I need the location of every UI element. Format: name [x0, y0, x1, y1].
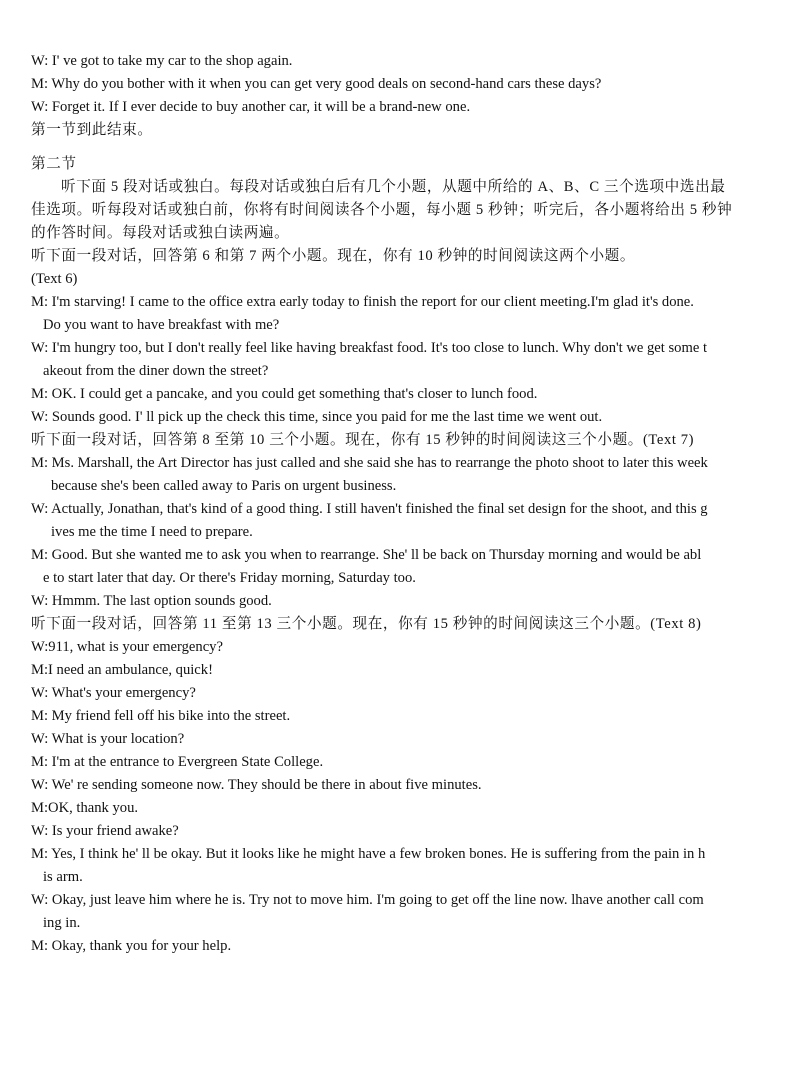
dialogue-line: M: Good. But she wanted me to ask you when to rearrange. She' ll be back on Thursday morning and would be abl: [31, 547, 702, 563]
dialogue-continuation: is arm.: [43, 869, 83, 885]
dialogue-line: W: I' ve got to take my car to the shop again.: [31, 53, 293, 69]
question-prompt: 听下面一段对话，回答第 11 至第 13 三个小题。现在，你有 15 秒钟的时间阅读这三个小题。(Text 8): [31, 616, 702, 632]
dialogue-line: W: Actually, Jonathan, that's kind of a good thing. I still haven't finished the final set design for the shoot, and this g: [31, 501, 708, 517]
dialogue-line: M: I'm at the entrance to Evergreen State College.: [31, 754, 324, 770]
dialogue-line: W: What's your emergency?: [31, 685, 196, 701]
dialogue-continuation: e to start later that day. Or there's Friday morning, Saturday too.: [43, 570, 416, 586]
dialogue-line: M:I need an ambulance, quick!: [31, 662, 213, 678]
dialogue-line: W: Okay, just leave him where he is. Try not to move him. I'm going to get off the line now. lhave another call com: [31, 892, 704, 908]
instructions-line: 听下面 5 段对话或独白。每段对话或独白后有几个小题，从题中所给的 A、B、C 三个选项中选出最: [61, 179, 726, 195]
dialogue-line: W: What is your location?: [31, 731, 185, 747]
dialogue-line: W: Forget it. If I ever decide to buy another car, it will be a brand-new one.: [31, 99, 471, 115]
dialogue-continuation: ives me the time I need to prepare.: [51, 524, 253, 540]
dialogue-line: W:911, what is your emergency?: [31, 639, 223, 655]
dialogue-line: W: Sounds good. I' ll pick up the check this time, since you paid for me the last time we went out.: [31, 409, 603, 425]
question-prompt: 听下面一段对话，回答第 8 至第 10 三个小题。现在，你有 15 秒钟的时间阅读这三个小题。(Text 7): [31, 432, 695, 448]
dialogue-line: M: Yes, I think he' ll be okay. But it looks like he might have a few broken bones. He is suffering from the pain in h: [31, 846, 706, 862]
dialogue-line: M: My friend fell off his bike into the street.: [31, 708, 291, 724]
dialogue-continuation: ing in.: [43, 915, 81, 931]
dialogue-continuation: because she's been called away to Paris on urgent business.: [51, 478, 397, 494]
dialogue-line: W: We' re sending someone now. They should be there in about five minutes.: [31, 777, 482, 793]
dialogue-line: W: Is your friend awake?: [31, 823, 179, 839]
instructions-line: 的作答时间。每段对话或独白读两遍。: [31, 225, 290, 241]
section-heading: 第二节: [31, 156, 77, 172]
dialogue-line: M: Why do you bother with it when you can get very good deals on second-hand cars these days?: [31, 76, 602, 92]
instructions-line: 佳选项。听每段对话或独白前，你将有时间阅读各个小题，每小题 5 秒钟；听完后，各小题将给出 5 秒钟: [31, 202, 733, 218]
dialogue-line: M: I'm starving! I came to the office extra early today to finish the report for our client meeting.I'm glad it's done.: [31, 294, 694, 310]
dialogue-line: M: Ms. Marshall, the Art Director has just called and she said she has to rearrange the photo shoot to later this week: [31, 455, 708, 471]
section-end-note: 第一节到此结束。: [31, 122, 153, 138]
dialogue-line: W: Hmmm. The last option sounds good.: [31, 593, 272, 609]
question-prompt: 听下面一段对话，回答第 6 和第 7 两个小题。现在，你有 10 秒钟的时间阅读这两个小题。: [31, 248, 636, 264]
dialogue-line: M: OK. I could get a pancake, and you could get something that's closer to lunch food.: [31, 386, 538, 402]
dialogue-continuation: Do you want to have breakfast with me?: [43, 317, 280, 333]
dialogue-line: M: Okay, thank you for your help.: [31, 938, 232, 954]
text-label: (Text 6): [31, 271, 78, 287]
dialogue-line: M:OK, thank you.: [31, 800, 139, 816]
dialogue-continuation: akeout from the diner down the street?: [43, 363, 269, 379]
dialogue-line: W: I'm hungry too, but I don't really feel like having breakfast food. It's too close to lunch. Why don't we get some t: [31, 340, 708, 356]
